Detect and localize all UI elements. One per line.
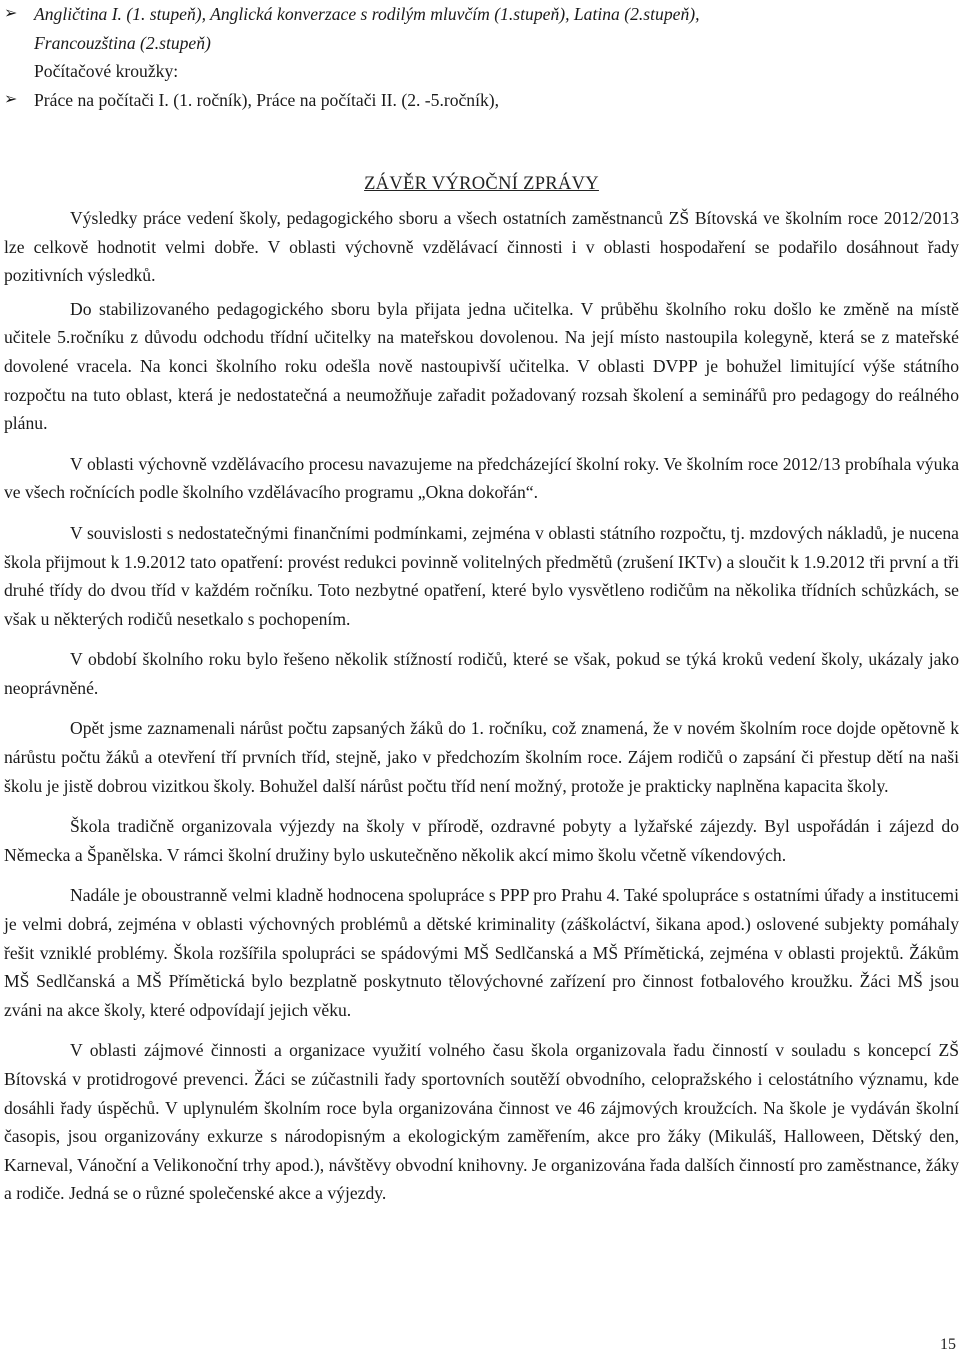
paragraph: V období školního roku bylo řešeno několik stížností rodičů, které se však, pokud se týká kroků vedení školy, ukázaly jako neoprávněné. bbox=[4, 649, 959, 698]
list-item-text: Práce na počítači I. (1. ročník), Práce na počítači II. (2. -5.ročník), bbox=[34, 89, 500, 110]
list-item bbox=[4, 0, 959, 57]
paragraph: Škola tradičně organizovala výjezdy na školy v přírodě, ozdravné pobyty a lyžařské zájezdy. Byl uspořádán i zájezd do Německa a Španělska. V rámci školní družiny bylo uskutečněno několik akcí mimo školu včetně víkendových. bbox=[4, 816, 959, 865]
arrow-bullet-icon: ➢ bbox=[4, 90, 18, 108]
list-item bbox=[4, 86, 959, 115]
list-item-text: Angličtina I. (1. stupeň), Anglická konverzace s rodilým mluvčím (1.stupeň), Latina (2.stupeň), bbox=[34, 4, 700, 24]
paragraph: Opět jsme zaznamenali nárůst počtu zapsaných žáků do 1. ročníku, což znamená, že v novém školním roce dojde opětovně k nárůstu počtu žáků a otevření tří prvních tříd, stejně, jako v předchozím školním roce. Zájem rodičů o zapsání či přestup dětí na naši školu je jistě dobrou vizitkou školy. Bohužel další nárůst počtu tříd není možný, protože je prakticky naplněna kapacita školy. bbox=[4, 718, 959, 796]
arrow-bullet-icon: ➢ bbox=[4, 5, 18, 22]
list-item-text-continued: Francouzština (2.stupeň) bbox=[34, 32, 211, 53]
paragraph: V oblasti výchovně vzdělávacího procesu navazujeme na předcházející školní roky. Ve školním roce 2012/13 probíhala výuka ve všech ročnících podle školního vzdělávacího programu „Okna dokořán“. bbox=[4, 453, 959, 503]
computer-club-list bbox=[4, 86, 959, 115]
paragraph: V oblasti zájmové činnosti a organizace využití volného času škola organizovala řadu činností v souladu s koncepcí ZŠ Bítovská v protidrogové prevenci. Žáci se zúčastnili řady sportovních soutěží obvodního, celopražského i celostátního významu, kde dosáhli řady úspěchů. V uplynulém školním roce byla organizována činnost ve 46 zájmových kroužcích. Na škole je vydáván školní časopis, jsou organizovány exkurze s národopisným a ekologickým zaměřením, akce pro žáky (Mikuláš, Halloween, Dětský den, Karneval, Vánoční a Velikonoční trhy apod.), návštěvy obvodní knihovny. Je organizována řada dalších činností pro zaměstnance, žáky a rodiče. Jedná se o různé společenské akce a výjezdy. bbox=[4, 1040, 959, 1204]
paragraph: Nadále je oboustranně velmi kladně hodnocena spolupráce s PPP pro Prahu 4. Také spolupráce s ostatními úřady a institucemi je velmi dobrá, zejména v oblasti výchovných problémů a dětské kriminality (záškoláctví, šikana apod.) oslovené subjekty pomáhaly řešit vzniklé problémy. Škola rozšířila spolupráci se spádovými MŠ Sedlčanská a MŠ Přímětická, zejména v oblasti projektů. Žákům MŠ Sedlčanská a MŠ Přímětická bylo bezplatně poskytnuto tělovýchovné zařízení pro činnost fotbalového kroužku. Žáci MŠ jsou zváni na akce školy, které odpovídají jejich věku. bbox=[4, 885, 959, 1020]
page-number: 15 bbox=[940, 1336, 956, 1353]
paragraph: V souvislosti s nedostatečnými finančními podmínkami, zejména v oblasti státního rozpočtu, tj. mzdových nákladů, je nucena škola přijmout k 1.9.2012 tato opatření: provést redukci povinně volitelných předmětů (zrušení IKTv) a sloučit k 1.9.2012 tři první a tři druhé třídy do dvou tříd v každém ročníku. Toto nezbytné opatření, které bylo vysvětleno rodičům na několika třídních schůzkách, se však u některých rodičů nesetkalo s pochopením. bbox=[4, 522, 959, 629]
section-heading: ZÁVĚR VÝROČNÍ ZPRÁVY bbox=[364, 174, 599, 195]
activity-list bbox=[4, 0, 959, 57]
paragraph: Výsledky práce vedení školy, pedagogického sboru a všech ostatních zaměstnanců ZŠ Bítovská ve školním roce 2012/2013 lze celkově hodnotit velmi dobře. V oblasti výchovně vzdělávací činnosti i v oblasti hospodaření se podařilo dosáhnout řady pozitivních výsledků. bbox=[4, 207, 959, 286]
paragraph: Do stabilizovaného pedagogického sboru byla přijata jedna učitelka. V průběhu školního roku došlo ke změně na místě učitele 5.ročníku z důvodu odchodu třídní učitelky na mateřskou dovolenou. Na její místo nastoupila kolegyně, která se z mateřské dovolené vracela. Na konci školního roku odešla nově nastoupivší učitelka. V oblasti DVPP je bohužel limitující výše státního rozpočtu na tuto oblast, která je nedostatečná a neumožňuje zařadit požadovaný rozsah školení a seminářů pro pedagogy do reálného plánu. bbox=[4, 298, 959, 434]
computer-clubs-label: Počítačové kroužky: bbox=[34, 61, 179, 82]
document-page bbox=[4, 0, 959, 1213]
